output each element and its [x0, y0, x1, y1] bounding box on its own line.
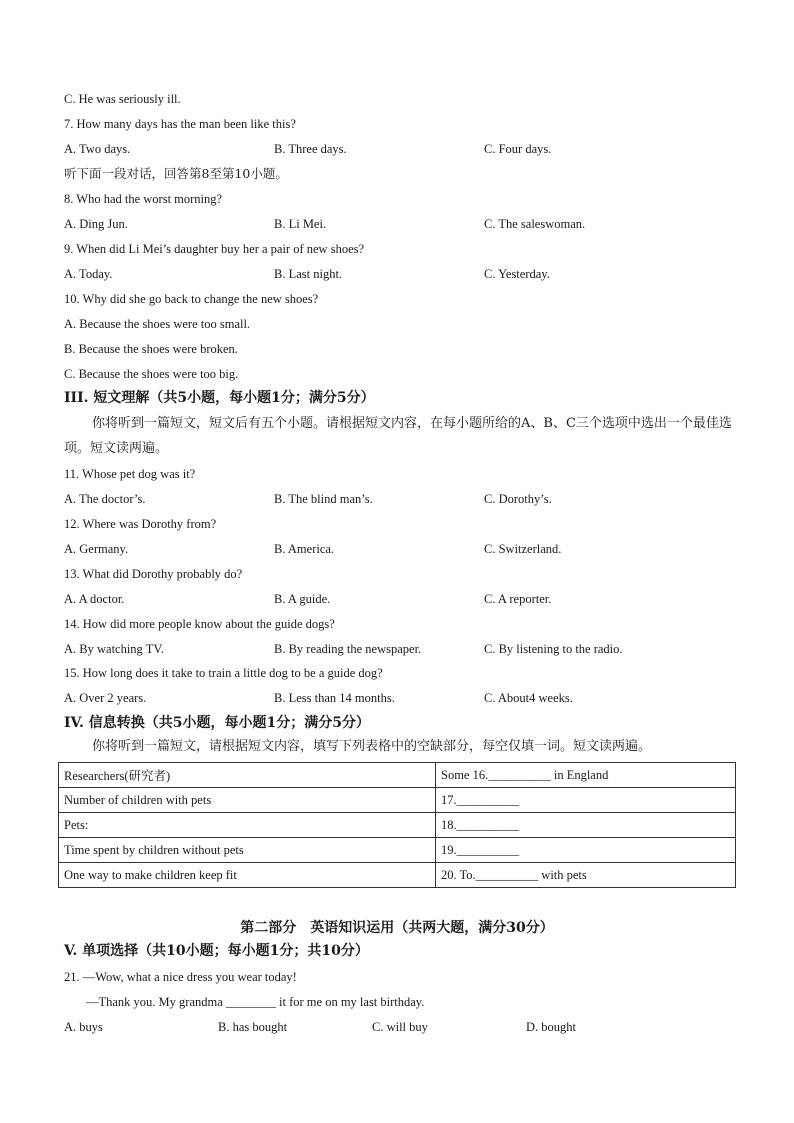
q12-option-c: C. Switzerland. — [484, 542, 562, 556]
dialog-instruction: 听下面一段对话，回答第8至第10小题。 — [64, 166, 288, 181]
q9-option-c: C. Yesterday. — [484, 267, 550, 281]
q15-option-c: C. About4 weeks. — [484, 691, 573, 705]
q13-option-b: B. A guide. — [274, 592, 331, 606]
q21-option-c: C. will buy — [372, 1020, 428, 1034]
question-10: 10. Why did she go back to change the new shoes? — [64, 292, 319, 306]
table-cell: One way to make children keep fit — [59, 863, 436, 888]
table-row — [59, 813, 736, 838]
table-cell: Pets: — [59, 813, 436, 838]
section-4-instructions: 你将听到一篇短文，请根据短文内容，填写下列表格中的空缺部分，每空仅填一词。短文读两遍。 — [92, 739, 652, 754]
table-cell: 19.__________ — [436, 838, 736, 863]
section-5-title: V. 单项选择（共10小题；每小题1分；共10分） — [64, 943, 369, 959]
question-14: 14. How did more people know about the guide dogs? — [64, 617, 335, 631]
section-3-instructions: 你将听到一篇短文，短文后有五个小题。请根据短文内容，在每小题所给的A、B、C三个选项中选出一个最佳选项。短文读两遍。 — [64, 416, 732, 456]
q7-option-b: B. Three days. — [274, 142, 347, 156]
info-transfer-table — [58, 762, 736, 888]
q13-option-a: A. A doctor. — [64, 592, 125, 606]
q14-option-c: C. By listening to the radio. — [484, 642, 623, 656]
q11-option-c: C. Dorothy’s. — [484, 492, 552, 506]
q21-option-d: D. bought — [526, 1020, 576, 1034]
q8-option-b: B. Li Mei. — [274, 217, 327, 231]
q9-option-a: A. Today. — [64, 267, 113, 281]
q10-option-b: B. Because the shoes were broken. — [64, 342, 238, 356]
table-cell: Researchers(研究者) — [59, 763, 436, 788]
table-cell: 18.__________ — [436, 813, 736, 838]
q21-option-a: A. buys — [64, 1020, 103, 1034]
q10-option-a: A. Because the shoes were too small. — [64, 317, 251, 331]
q12-option-b: B. America. — [274, 542, 335, 556]
q7-option-a: A. Two days. — [64, 142, 131, 156]
q15-option-b: B. Less than 14 months. — [274, 691, 395, 705]
q13-option-c: C. A reporter. — [484, 592, 552, 606]
q11-option-a: A. The doctor’s. — [64, 492, 146, 506]
q7-option-c: C. Four days. — [484, 142, 552, 156]
section-4-title: IV. 信息转换（共5小题，每小题1分；满分5分） — [64, 715, 370, 731]
q12-option-a: A. Germany. — [64, 542, 129, 556]
table-cell: 17.__________ — [436, 788, 736, 813]
question-21-response: —Thank you. My grandma ________ it for me on my last birthday. — [86, 995, 425, 1009]
table-cell: Time spent by children without pets — [59, 838, 436, 863]
table-row — [59, 863, 736, 888]
question-11: 11. Whose pet dog was it? — [64, 467, 196, 481]
question-21: 21. —Wow, what a nice dress you wear today! — [64, 970, 297, 984]
table-cell: Some 16.__________ in England — [436, 763, 736, 788]
q21-option-b: B. has bought — [218, 1020, 288, 1034]
table-cell: Number of children with pets — [59, 788, 436, 813]
q14-option-a: A. By watching TV. — [64, 642, 164, 656]
question-15: 15. How long does it take to train a little dog to be a guide dog? — [64, 666, 383, 680]
table-row — [59, 763, 736, 788]
q14-option-b: B. By reading the newspaper. — [274, 642, 422, 656]
section-3-title: III. 短文理解（共5小题，每小题1分；满分5分） — [64, 390, 375, 406]
q8-option-a: A. Ding Jun. — [64, 217, 128, 231]
question-9: 9. When did Li Mei’s daughter buy her a pair of new shoes? — [64, 242, 365, 256]
q10-option-c: C. Because the shoes were too big. — [64, 367, 239, 381]
table-cell: 20. To.__________ with pets — [436, 863, 736, 888]
q8-option-c: C. The saleswoman. — [484, 217, 586, 231]
q6-option-c: C. He was seriously ill. — [64, 92, 181, 106]
q15-option-a: A. Over 2 years. — [64, 691, 147, 705]
table-row — [59, 838, 736, 863]
table-row — [59, 788, 736, 813]
question-7: 7. How many days has the man been like this? — [64, 117, 296, 131]
part-2-title: 第二部分 英语知识运用（共两大题，满分30分） — [240, 920, 554, 936]
q11-option-b: B. The blind man’s. — [274, 492, 373, 506]
question-8: 8. Who had the worst morning? — [64, 192, 223, 206]
q9-option-b: B. Last night. — [274, 267, 343, 281]
question-13: 13. What did Dorothy probably do? — [64, 567, 243, 581]
question-12: 12. Where was Dorothy from? — [64, 517, 217, 531]
